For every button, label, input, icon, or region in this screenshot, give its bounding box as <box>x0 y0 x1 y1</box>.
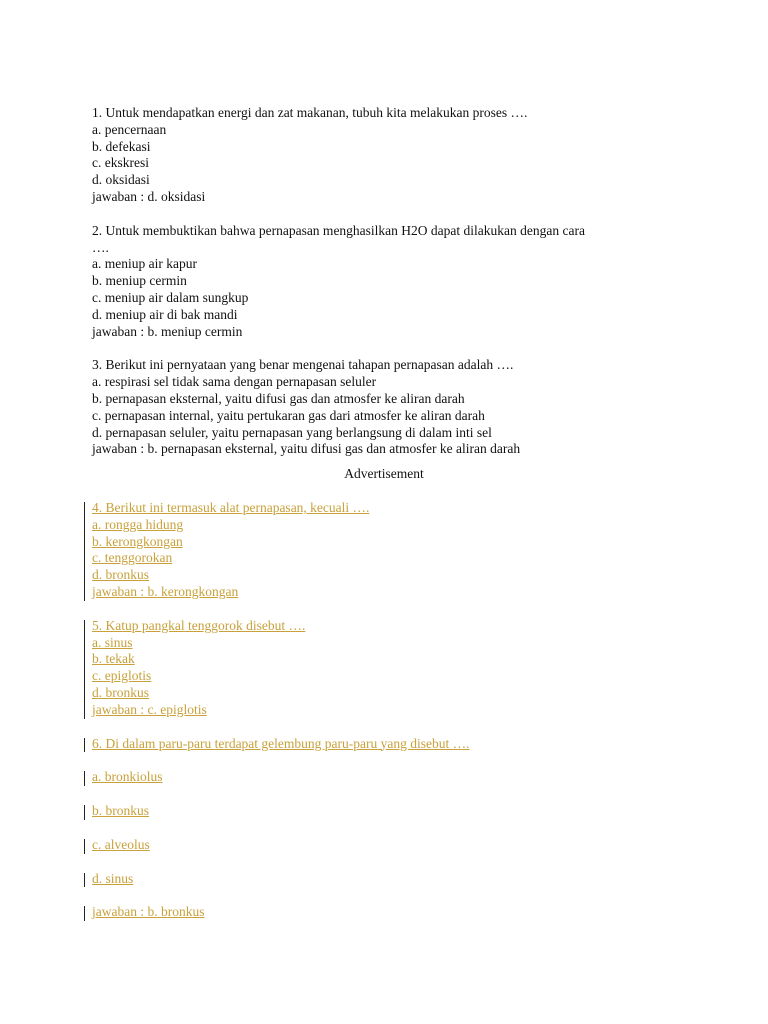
option-d: d. oksidasi <box>92 172 150 188</box>
option-c-link[interactable]: c. alveolus <box>92 836 150 852</box>
option-c: c. pernapasan internal, yaitu pertukaran gas dari atmosfer ke aliran darah <box>92 407 485 423</box>
quote-bar <box>84 873 85 888</box>
option-a-block[interactable] <box>92 769 692 786</box>
option-c: c. ekskresi <box>92 155 149 171</box>
option-b: b. defekasi <box>92 138 151 154</box>
option-a-link[interactable]: a. bronkiolus <box>92 769 163 785</box>
option-d-link[interactable]: d. bronkus <box>92 567 149 583</box>
quote-bar <box>84 620 85 719</box>
answer: jawaban : d. oksidasi <box>92 188 206 204</box>
option-a: a. pencernaan <box>92 121 167 137</box>
question-text-cont: …. <box>92 239 109 255</box>
option-b-link[interactable]: b. kerongkongan <box>92 533 183 549</box>
option-b: b. pernapasan eksternal, yaitu difusi gas dan atmosfer ke aliran darah <box>92 390 465 406</box>
option-a-link[interactable]: a. rongga hidung <box>92 516 184 532</box>
quote-bar <box>84 906 85 921</box>
quote-bar <box>84 805 85 820</box>
option-c-link[interactable]: c. epiglotis <box>92 668 152 684</box>
option-d-link[interactable]: d. sinus <box>92 870 134 886</box>
option-b-link[interactable]: b. bronkus <box>92 803 149 819</box>
answer: jawaban : b. pernapasan eksternal, yaitu difusi gas dan atmosfer ke aliran darah <box>92 441 521 457</box>
option-b-link[interactable]: b. tekak <box>92 651 135 667</box>
option-a: a. meniup air kapur <box>92 256 197 272</box>
answer-link[interactable]: jawaban : c. epiglotis <box>92 701 207 717</box>
option-b: b. meniup cermin <box>92 273 187 289</box>
advertisement-label: Advertisement <box>344 466 424 482</box>
option-c: c. meniup air dalam sungkup <box>92 289 249 305</box>
quote-bar <box>84 738 85 753</box>
option-d-link[interactable]: d. bronkus <box>92 684 149 700</box>
answer-block[interactable] <box>92 904 692 921</box>
option-d-block[interactable] <box>92 871 692 888</box>
quote-bar <box>84 771 85 786</box>
question-5[interactable] <box>92 618 692 719</box>
answer-link[interactable]: jawaban : b. kerongkongan <box>92 583 239 599</box>
option-b-block[interactable] <box>92 803 692 820</box>
document-page <box>92 105 692 938</box>
question-3 <box>92 357 692 458</box>
option-a: a. respirasi sel tidak sama dengan pernapasan seluler <box>92 374 377 390</box>
question-2 <box>92 223 692 341</box>
question-text: 2. Untuk membuktikan bahwa pernapasan menghasilkan H2O dapat dilakukan dengan cara <box>92 222 585 238</box>
option-d: d. meniup air di bak mandi <box>92 306 238 322</box>
question-text: 1. Untuk mendapatkan energi dan zat makanan, tubuh kita melakukan proses …. <box>92 105 528 120</box>
option-c-block[interactable] <box>92 837 692 854</box>
question-text-link[interactable]: 4. Berikut ini termasuk alat pernapasan, kecuali …. <box>92 499 370 515</box>
quote-bar <box>84 502 85 601</box>
question-4[interactable] <box>92 500 692 601</box>
answer: jawaban : b. meniup cermin <box>92 323 243 339</box>
option-d: d. pernapasan seluler, yaitu pernapasan yang berlangsung di dalam inti sel <box>92 424 492 440</box>
question-text-link[interactable]: 6. Di dalam paru-paru terdapat gelembung paru-paru yang disebut …. <box>92 735 470 751</box>
quote-bar <box>84 839 85 854</box>
option-c-link[interactable]: c. tenggorokan <box>92 550 173 566</box>
question-text: 3. Berikut ini pernyataan yang benar mengenai tahapan pernapasan adalah …. <box>92 357 514 373</box>
question-1 <box>92 105 692 206</box>
answer-link[interactable]: jawaban : b. bronkus <box>92 904 205 920</box>
question-6[interactable] <box>92 736 692 753</box>
question-text-link[interactable]: 5. Katup pangkal tenggorok disebut …. <box>92 617 306 633</box>
option-a-link[interactable]: a. sinus <box>92 634 133 650</box>
